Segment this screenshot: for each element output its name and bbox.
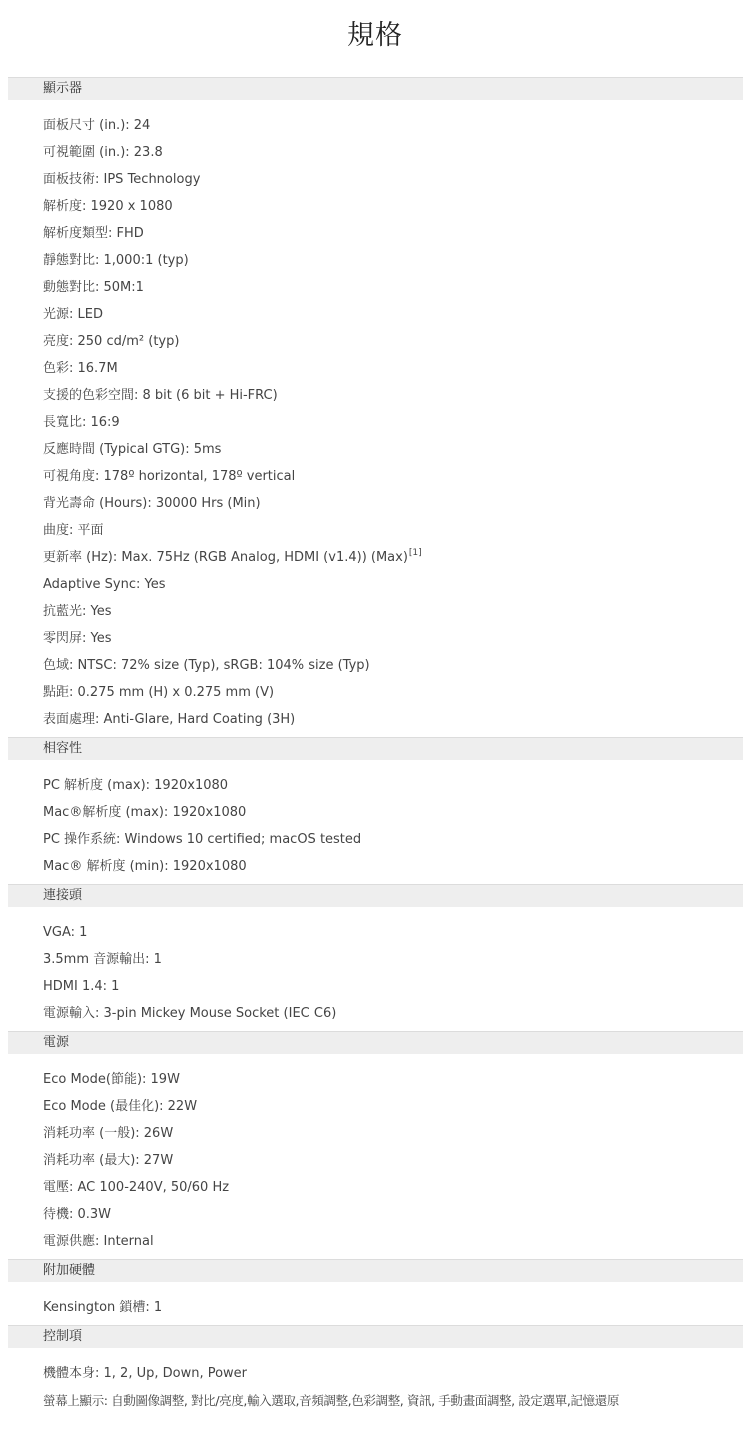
spec-item: Adaptive Sync: Yes	[43, 577, 166, 592]
spec-list-display	[0, 100, 750, 737]
spec-item: Kensington 鎖槽: 1	[43, 1300, 163, 1315]
spec-item-refresh-rate	[43, 544, 750, 571]
spec-item: 電壓: AC 100-240V, 50/60 Hz	[43, 1180, 230, 1195]
spec-item: PC 操作系統: Windows 10 certified; macOS tested	[43, 832, 362, 847]
spec-item: 反應時間 (Typical GTG): 5ms	[43, 442, 222, 457]
spec-item: 背光壽命 (Hours): 30000 Hrs (Min)	[43, 496, 261, 511]
spec-item: 色彩: 16.7M	[43, 361, 118, 376]
spec-item-osd: 螢幕上顯示: 自動圖像調整, 對比/亮度,輸入選取,音頻調整,色彩調整, 資訊, 手動畫面調整, 設定選單,記憶還原	[43, 1393, 619, 1408]
spec-item: Eco Mode(節能): 19W	[43, 1072, 180, 1087]
spec-item: 表面處理: Anti-Glare, Hard Coating (3H)	[43, 712, 296, 727]
spec-item: 電源供應: Internal	[43, 1234, 154, 1249]
spec-item: 長寬比: 16:9	[43, 415, 120, 430]
spec-item: 曲度: 平面	[43, 523, 104, 538]
spec-item: 零閃屏: Yes	[43, 631, 112, 646]
spec-item: 解析度類型: FHD	[43, 226, 144, 241]
section-connectors	[0, 884, 750, 1031]
spec-list-power	[0, 1054, 750, 1259]
section-additional-hardware	[0, 1259, 750, 1325]
footnote-link[interactable]: [1]	[408, 548, 422, 558]
spec-item: 面板技術: IPS Technology	[43, 172, 201, 187]
spec-item: 面板尺寸 (in.): 24	[43, 118, 151, 133]
spec-item: 可視角度: 178º horizontal, 178º vertical	[43, 469, 296, 484]
spec-item: Eco Mode (最佳化): 22W	[43, 1099, 198, 1114]
section-header-display: 顯示器	[8, 77, 743, 100]
spec-item: 抗藍光: Yes	[43, 604, 112, 619]
section-display	[0, 77, 750, 737]
spec-item: 解析度: 1920 x 1080	[43, 199, 173, 214]
section-header-power: 電源	[8, 1031, 743, 1054]
section-header-compatibility: 相容性	[8, 737, 743, 760]
section-compatibility	[0, 737, 750, 884]
spec-item: 亮度: 250 cd/m² (typ)	[43, 334, 180, 349]
spec-item: 待機: 0.3W	[43, 1207, 112, 1222]
spec-item: 消耗功率 (最大): 27W	[43, 1153, 174, 1168]
spec-item: 點距: 0.275 mm (H) x 0.275 mm (V)	[43, 685, 275, 700]
spec-item: Mac®解析度 (max): 1920x1080	[43, 805, 247, 820]
spec-item: 機體本身: 1, 2, Up, Down, Power	[43, 1366, 248, 1381]
section-header-connectors: 連接頭	[8, 884, 743, 907]
spec-item-refresh-rate-text: 更新率 (Hz): Max. 75Hz (RGB Analog, HDMI (v1.4)) (Max)	[43, 550, 408, 565]
spec-item: 電源輸入: 3-pin Mickey Mouse Socket (IEC C6)	[43, 1006, 337, 1021]
spec-item: 可視範圍 (in.): 23.8	[43, 145, 163, 160]
spec-item: 靜態對比: 1,000:1 (typ)	[43, 253, 189, 268]
spec-item: VGA: 1	[43, 925, 88, 940]
section-controls	[0, 1325, 750, 1418]
page-title: 規格	[347, 20, 403, 51]
spec-item: 色域: NTSC: 72% size (Typ), sRGB: 104% size (Typ)	[43, 658, 370, 673]
spec-list-additional-hardware	[0, 1282, 750, 1325]
spec-list-compatibility	[0, 760, 750, 884]
section-header-additional-hardware: 附加硬體	[8, 1259, 743, 1282]
spec-list-controls	[0, 1348, 750, 1418]
spec-item: 消耗功率 (一般): 26W	[43, 1126, 174, 1141]
spec-item: Mac® 解析度 (min): 1920x1080	[43, 859, 247, 874]
spec-item: 支援的色彩空間: 8 bit (6 bit + Hi-FRC)	[43, 388, 278, 403]
section-power	[0, 1031, 750, 1259]
spec-item: 3.5mm 音源輸出: 1	[43, 952, 162, 967]
section-header-controls: 控制項	[8, 1325, 743, 1348]
spec-item: 動態對比: 50M:1	[43, 280, 144, 295]
spec-item: 光源: LED	[43, 307, 103, 322]
spec-item: PC 解析度 (max): 1920x1080	[43, 778, 229, 793]
spec-item: HDMI 1.4: 1	[43, 979, 120, 994]
spec-list-connectors	[0, 907, 750, 1031]
